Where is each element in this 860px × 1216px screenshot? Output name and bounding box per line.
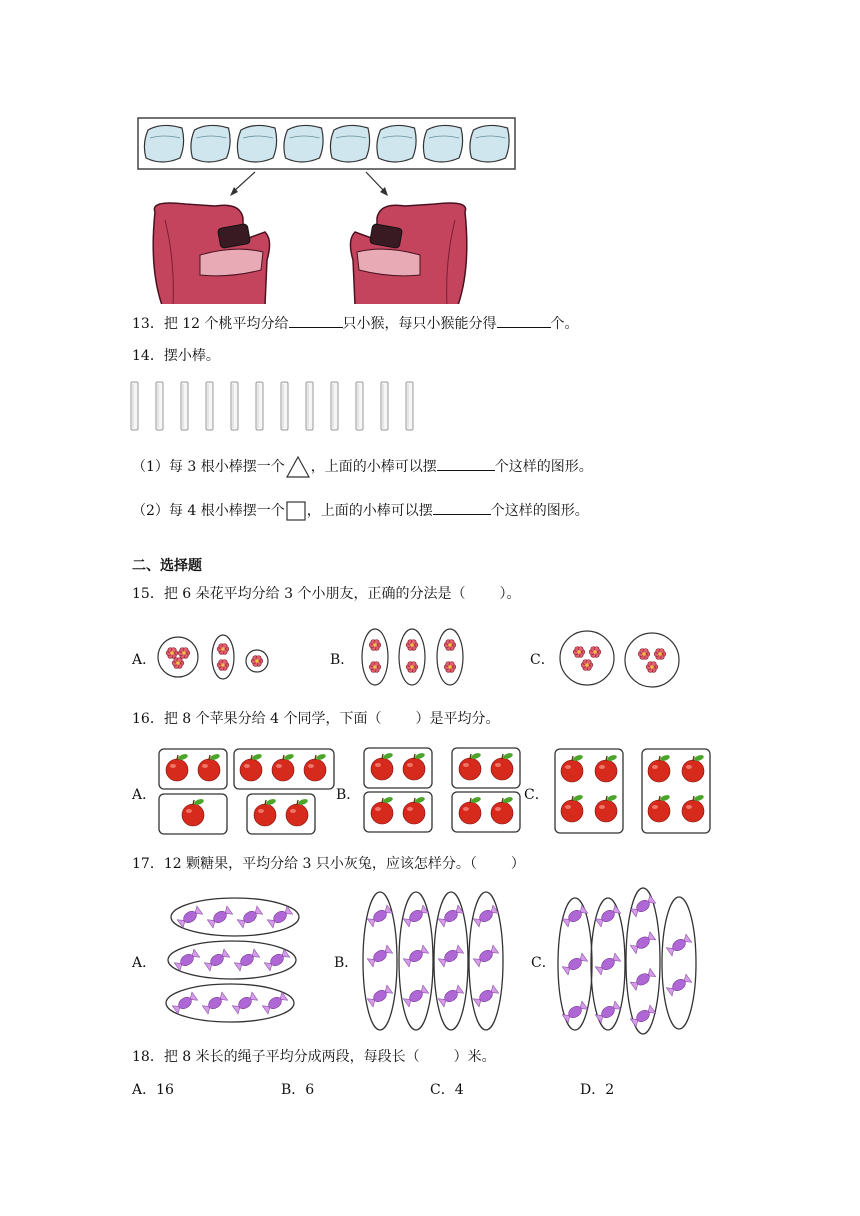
q16-text: 把 8 个苹果分给 4 个同学，下面（ bbox=[163, 711, 382, 727]
q17-option-b-label[interactable]: B． bbox=[334, 955, 359, 971]
sticks-illustration bbox=[128, 380, 428, 432]
candy-icon bbox=[174, 949, 199, 971]
pillow-icon bbox=[377, 125, 416, 162]
q16-apple-groups bbox=[150, 744, 720, 838]
stick-icon bbox=[306, 382, 313, 430]
question-15 bbox=[132, 584, 520, 604]
q15-number: 15． bbox=[132, 586, 164, 602]
apple-icon bbox=[182, 798, 205, 826]
q17-tail: ） bbox=[510, 856, 525, 872]
option-a-groups bbox=[159, 749, 334, 834]
pillows-sofas-illustration bbox=[130, 112, 530, 304]
q14-number: 14． bbox=[132, 348, 164, 364]
q14-sub1-mid: ，上面的小棒可以摆 bbox=[310, 459, 437, 475]
candy-icon bbox=[666, 934, 691, 956]
candy-icon bbox=[438, 945, 463, 967]
q18-option-a-value: 16 bbox=[156, 1082, 174, 1098]
q15-tail: ）。 bbox=[499, 586, 521, 602]
stick-icon bbox=[231, 382, 238, 430]
pillow-icon bbox=[423, 125, 462, 162]
q16-option-a-label[interactable]: A． bbox=[132, 787, 157, 803]
q18-option-a[interactable] bbox=[132, 1080, 174, 1100]
candy-icon bbox=[403, 905, 428, 927]
group-outline bbox=[662, 897, 696, 1029]
group-outline bbox=[437, 629, 463, 685]
question-17 bbox=[132, 854, 525, 874]
triangle-icon bbox=[285, 455, 311, 479]
q15-flower-groups bbox=[150, 625, 690, 691]
flower-icon bbox=[172, 658, 184, 669]
flower-icon bbox=[406, 662, 418, 673]
candy-icon bbox=[367, 945, 392, 967]
apple-icon bbox=[240, 753, 263, 781]
apple-icon bbox=[491, 752, 514, 780]
question-16 bbox=[132, 709, 499, 729]
q18-option-c[interactable] bbox=[430, 1080, 464, 1100]
group-outline bbox=[555, 749, 623, 833]
q17-candy-groups bbox=[150, 886, 710, 1038]
q14-sub2-blank[interactable] bbox=[433, 500, 491, 515]
q16-option-c-label[interactable]: C． bbox=[524, 787, 549, 803]
q17-number: 17． bbox=[132, 856, 164, 872]
q15-option-b-label[interactable]: B． bbox=[330, 652, 355, 668]
apple-icon bbox=[648, 754, 671, 782]
pillow-icon bbox=[237, 125, 276, 162]
q15-option-a-label[interactable]: A． bbox=[132, 652, 157, 668]
q14-sub1-prefix: （1）每 3 根小棒摆一个 bbox=[132, 459, 285, 475]
apple-icon bbox=[403, 752, 426, 780]
q18-option-d[interactable] bbox=[580, 1080, 614, 1100]
flower-icon bbox=[444, 662, 456, 673]
q15-text: 把 6 朵花平均分给 3 个小朋友，正确的分法是（ bbox=[163, 586, 466, 602]
q18-option-b-value: 6 bbox=[305, 1082, 315, 1098]
candy-icon bbox=[204, 949, 229, 971]
flower-icon bbox=[251, 656, 263, 667]
q14-sub-2 bbox=[132, 500, 589, 522]
q18-option-c-label: C． bbox=[430, 1082, 455, 1098]
candy-icon bbox=[630, 932, 655, 954]
candy-icon bbox=[473, 905, 498, 927]
pillow-icon bbox=[470, 125, 509, 162]
apple-icon bbox=[371, 796, 394, 824]
apple-icon bbox=[595, 794, 618, 822]
apple-icon bbox=[595, 754, 618, 782]
option-c-groups bbox=[560, 631, 679, 687]
group-outline bbox=[158, 637, 198, 677]
sofa-right bbox=[350, 203, 466, 304]
apple-icon bbox=[286, 798, 309, 826]
apple-icon bbox=[459, 752, 482, 780]
q18-option-c-value: 4 bbox=[454, 1082, 464, 1098]
q14-sub2-mid: ，上面的小棒可以摆 bbox=[306, 503, 433, 519]
candy-icon bbox=[232, 992, 257, 1014]
stick-icon bbox=[181, 382, 188, 430]
candy-icon bbox=[367, 985, 392, 1007]
candy-icon bbox=[267, 906, 292, 928]
option-c-groups bbox=[555, 749, 710, 833]
apple-icon bbox=[561, 754, 584, 782]
candy-icon bbox=[234, 949, 259, 971]
candy-icon bbox=[473, 945, 498, 967]
apple-icon bbox=[682, 794, 705, 822]
q14-sub1-blank[interactable] bbox=[437, 456, 495, 471]
apple-icon bbox=[272, 753, 295, 781]
apple-icon bbox=[403, 796, 426, 824]
flower-icon bbox=[589, 647, 601, 658]
q14-sub2-prefix: （2）每 4 根小棒摆一个 bbox=[132, 503, 285, 519]
option-b-groups bbox=[364, 748, 520, 832]
apple-icon bbox=[648, 794, 671, 822]
option-a-groups bbox=[166, 898, 299, 1022]
q16-option-b-label[interactable]: B． bbox=[336, 787, 361, 803]
stick-icon bbox=[406, 382, 413, 430]
group-outline bbox=[642, 749, 710, 833]
stick-icon bbox=[381, 382, 388, 430]
apple-icon bbox=[304, 753, 327, 781]
stick-icon bbox=[156, 382, 163, 430]
flower-icon bbox=[369, 662, 381, 673]
flower-icon bbox=[369, 640, 381, 651]
question-13 bbox=[132, 313, 579, 334]
apple-icon bbox=[682, 754, 705, 782]
q13-blank-2[interactable] bbox=[497, 313, 551, 328]
option-b-groups bbox=[363, 892, 503, 1030]
option-b-groups bbox=[362, 629, 463, 685]
apple-icon bbox=[254, 798, 277, 826]
q13-blank-1[interactable] bbox=[289, 313, 343, 328]
candy-icon bbox=[367, 905, 392, 927]
candy-icon bbox=[207, 906, 232, 928]
stick-icon bbox=[356, 382, 363, 430]
question-18 bbox=[132, 1047, 496, 1067]
q14-sub2-suffix: 个这样的图形。 bbox=[490, 503, 589, 519]
apple-icon bbox=[198, 753, 221, 781]
q14-text: 摆小棒。 bbox=[163, 348, 220, 364]
candy-icon bbox=[473, 985, 498, 1007]
flower-icon bbox=[654, 649, 666, 660]
q17-option-c-label[interactable]: C． bbox=[531, 955, 556, 971]
q17-option-a-label[interactable]: A． bbox=[132, 955, 157, 971]
stick-icon bbox=[331, 382, 338, 430]
q16-tail: ）是平均分。 bbox=[415, 711, 500, 727]
flower-icon bbox=[166, 648, 178, 659]
q14-sub1-suffix: 个这样的图形。 bbox=[494, 459, 593, 475]
candy-icon bbox=[438, 905, 463, 927]
q18-number: 18． bbox=[132, 1049, 164, 1065]
stick-icon bbox=[131, 382, 138, 430]
q13-text-1: 把 12 个桃平均分给 bbox=[163, 316, 289, 332]
q13-text-3: 个。 bbox=[550, 316, 579, 332]
candy-icon bbox=[172, 992, 197, 1014]
q16-number: 16． bbox=[132, 711, 164, 727]
candy-icon bbox=[262, 992, 287, 1014]
candy-icon bbox=[666, 974, 691, 996]
q18-option-d-value: 2 bbox=[605, 1082, 615, 1098]
group-outline bbox=[362, 629, 388, 685]
flower-icon bbox=[406, 640, 418, 651]
q18-text: 把 8 米长的绳子平均分成两段，每段长（ bbox=[163, 1049, 420, 1065]
apple-icon bbox=[561, 794, 584, 822]
question-14 bbox=[132, 346, 220, 366]
arrow-left bbox=[233, 172, 255, 192]
group-outline bbox=[625, 633, 679, 687]
pillow-icon bbox=[144, 125, 183, 162]
q18-tail: ）米。 bbox=[453, 1049, 496, 1065]
candy-icon bbox=[438, 985, 463, 1007]
q13-text-2: 只小猴，每只小猴能分得 bbox=[342, 316, 497, 332]
candy-icon bbox=[403, 985, 428, 1007]
q18-option-a-label: A． bbox=[132, 1082, 157, 1098]
group-outline bbox=[560, 631, 614, 685]
candy-icon bbox=[403, 945, 428, 967]
flower-icon bbox=[638, 649, 650, 660]
q18-option-b-label: B． bbox=[281, 1082, 306, 1098]
apple-icon bbox=[166, 753, 189, 781]
option-a-groups bbox=[158, 635, 268, 679]
q13-number: 13． bbox=[132, 316, 164, 332]
sofa-left bbox=[153, 203, 269, 304]
stick-icon bbox=[206, 382, 213, 430]
group-outline bbox=[212, 635, 234, 679]
arrow-right bbox=[366, 172, 385, 192]
pillow-icon bbox=[330, 125, 369, 162]
square-icon bbox=[285, 500, 307, 522]
flower-icon bbox=[178, 648, 190, 659]
q14-sub-1 bbox=[132, 455, 593, 479]
candy-icon bbox=[562, 953, 587, 975]
pillow-icon bbox=[191, 125, 230, 162]
q15-option-c-label[interactable]: C． bbox=[530, 652, 555, 668]
flower-icon bbox=[581, 660, 593, 671]
stick-icon bbox=[281, 382, 288, 430]
q17-text: 12 颗糖果，平均分给 3 只小灰兔，应该怎样分。（ bbox=[163, 856, 477, 872]
q18-option-b[interactable] bbox=[281, 1080, 314, 1100]
stick-icon bbox=[256, 382, 263, 430]
apple-icon bbox=[371, 752, 394, 780]
flower-icon bbox=[444, 640, 456, 651]
candy-icon bbox=[595, 953, 620, 975]
flower-icon bbox=[646, 662, 658, 673]
group-outline bbox=[399, 629, 425, 685]
apple-icon bbox=[491, 796, 514, 824]
pillow-icon bbox=[284, 125, 323, 162]
section-2-title: 二、选择题 bbox=[132, 558, 202, 574]
candy-icon bbox=[177, 906, 202, 928]
flower-icon bbox=[217, 644, 229, 655]
q18-option-d-label: D． bbox=[580, 1082, 606, 1098]
flower-icon bbox=[573, 647, 585, 658]
option-c-groups bbox=[558, 888, 696, 1034]
candy-icon bbox=[630, 968, 655, 990]
candy-icon bbox=[264, 949, 289, 971]
candy-icon bbox=[202, 992, 227, 1014]
candy-icon bbox=[237, 906, 262, 928]
apple-icon bbox=[459, 796, 482, 824]
flower-icon bbox=[217, 660, 229, 671]
